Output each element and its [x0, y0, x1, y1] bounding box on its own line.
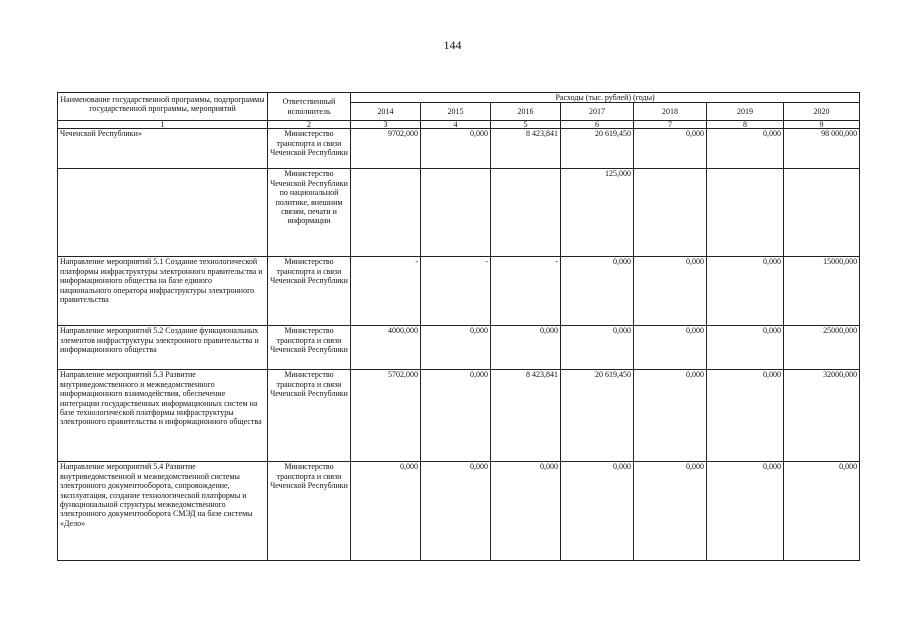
row-value: 8 423,841	[491, 129, 561, 169]
row-value: 0,000	[707, 326, 784, 370]
row-value	[351, 169, 421, 257]
header-year: 2019	[707, 103, 784, 121]
row-value: 0,000	[351, 462, 421, 561]
row-value: 0,000	[634, 462, 707, 561]
row-value: 0,000	[707, 462, 784, 561]
header-year: 2014	[351, 103, 421, 121]
column-number: 5	[491, 121, 561, 129]
column-number: 4	[421, 121, 491, 129]
row-value	[421, 169, 491, 257]
row-responsible: Министерство транспорта и связи Чеченской Республики	[268, 257, 351, 326]
row-value: 4000,000	[351, 326, 421, 370]
row-value: 0,000	[491, 462, 561, 561]
row-responsible: Министерство транспорта и связи Чеченской Республики	[268, 326, 351, 370]
row-name: Направление мероприятий 5.2 Создание функциональных элементов инфраструктуры электронного правительства и информационного общества	[58, 326, 268, 370]
row-value: 5702,000	[351, 370, 421, 462]
row-value: 0,000	[561, 326, 634, 370]
row-name: Направление мероприятий 5.4 Развитие внутриведомственной и межведомственной системы электронного документооборота, сопровождение, эксплуатация, создание технологической платформы и функциональной структуры межведомственного электронного документооборота СМЭД на базе системы «Дело»	[58, 462, 268, 561]
row-value	[707, 169, 784, 257]
row-responsible: Министерство транспорта и связи Чеченской Республики	[268, 370, 351, 462]
header-year: 2018	[634, 103, 707, 121]
row-value	[634, 169, 707, 257]
row-value	[784, 169, 860, 257]
budget-table	[57, 92, 860, 561]
row-value: 9702,000	[351, 129, 421, 169]
row-value: 15000,000	[784, 257, 860, 326]
row-value: 25000,000	[784, 326, 860, 370]
row-value: 20 619,450	[561, 370, 634, 462]
column-number: 3	[351, 121, 421, 129]
row-value: 0,000	[561, 257, 634, 326]
page-number: 144	[443, 38, 462, 52]
row-value: 0,000	[421, 129, 491, 169]
column-number: 7	[634, 121, 707, 129]
row-value: 0,000	[634, 326, 707, 370]
row-name: Направление мероприятий 5.3 Развитие внутриведомственного и межведомственного информационного взаимодействия, обеспечение интеграции государственных информационных систем на базе технологической платформы инфраструктуры электронного правительства и информационного общества	[58, 370, 268, 462]
row-value: 0,000	[634, 129, 707, 169]
row-name: Чеченской Республики»	[58, 129, 268, 169]
row-name	[58, 169, 268, 257]
row-value: 0,000	[707, 129, 784, 169]
table-row	[58, 169, 860, 257]
row-value: -	[491, 257, 561, 326]
row-value: -	[351, 257, 421, 326]
column-number: 9	[784, 121, 860, 129]
row-value: 0,000	[634, 370, 707, 462]
row-responsible: Министерство транспорта и связи Чеченской Республики	[268, 129, 351, 169]
header-responsible-column: Ответственный исполнитель	[268, 93, 351, 121]
header-year: 2020	[784, 103, 860, 121]
row-value: 8 423,841	[491, 370, 561, 462]
row-value	[491, 169, 561, 257]
header-expenses: Расходы (тыс. рублей) (годы)	[351, 93, 860, 103]
row-value: 0,000	[421, 326, 491, 370]
row-value: 0,000	[707, 370, 784, 462]
table-row	[58, 257, 860, 326]
table-row	[58, 129, 860, 169]
header-name-column: Наименование государственной программы, подпрограммы государственной программы, мероприятий	[58, 93, 268, 121]
row-value: -	[421, 257, 491, 326]
row-value: 98 000,000	[784, 129, 860, 169]
row-value: 20 619,450	[561, 129, 634, 169]
row-value: 0,000	[784, 462, 860, 561]
column-number: 1	[58, 121, 268, 129]
row-value: 0,000	[491, 326, 561, 370]
header-year: 2015	[421, 103, 491, 121]
row-value: 125,000	[561, 169, 634, 257]
row-value: 0,000	[421, 370, 491, 462]
row-value: 32000,000	[784, 370, 860, 462]
row-name: Направление мероприятий 5.1 Создание технологической платформы инфраструктуры электронного правительства и информационного общества на базе единого национального оператора инфраструктуры электронного правительства	[58, 257, 268, 326]
table-row	[58, 326, 860, 370]
header-year: 2017	[561, 103, 634, 121]
column-number: 8	[707, 121, 784, 129]
row-value: 0,000	[561, 462, 634, 561]
row-value: 0,000	[634, 257, 707, 326]
column-number: 6	[561, 121, 634, 129]
header-year: 2016	[491, 103, 561, 121]
table-row	[58, 370, 860, 462]
column-number: 2	[268, 121, 351, 129]
row-responsible: Министерство транспорта и связи Чеченской Республики	[268, 462, 351, 561]
row-value: 0,000	[421, 462, 491, 561]
row-responsible: Министерство Чеченской Республики по национальной политике, внешним связям, печати и информации	[268, 169, 351, 257]
table-row	[58, 462, 860, 561]
row-value: 0,000	[707, 257, 784, 326]
